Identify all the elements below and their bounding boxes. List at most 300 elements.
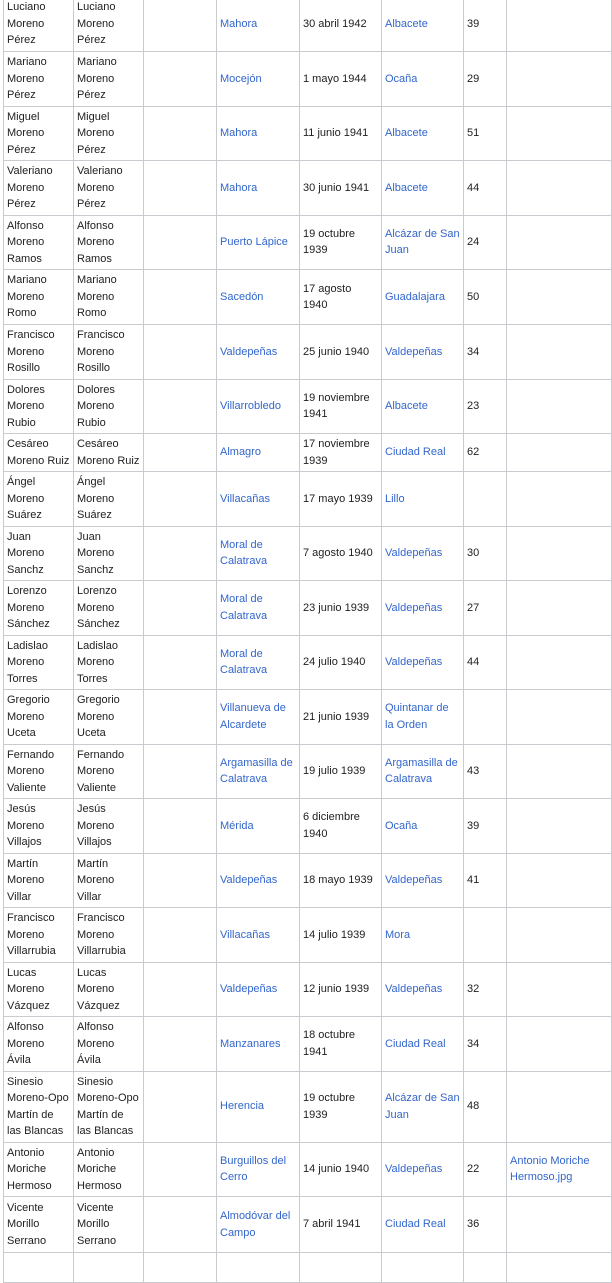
cell-date xyxy=(300,434,382,472)
table-row xyxy=(4,526,612,581)
cell-sort-name: Jesús Moreno Villajos xyxy=(77,803,115,848)
cell-age xyxy=(464,0,507,52)
cell-name xyxy=(4,799,74,854)
table-row xyxy=(4,472,612,527)
cell-town xyxy=(217,690,300,745)
cell-sort-name xyxy=(74,799,144,854)
cell-name xyxy=(4,270,74,325)
cell-town xyxy=(217,1142,300,1197)
cell-place xyxy=(382,635,464,690)
cell-empty xyxy=(144,853,217,908)
cell-town-link[interactable]: Manzanares xyxy=(220,1037,281,1050)
cell-date: 17 mayo 1939 xyxy=(303,492,373,505)
cell-age: 30 xyxy=(467,547,480,559)
cell-place xyxy=(382,1017,464,1072)
table-row xyxy=(4,52,612,107)
cell-sort-name xyxy=(74,1197,144,1253)
table-row xyxy=(4,1017,612,1072)
cell-empty xyxy=(144,908,217,963)
cell-image-link[interactable]: Antonio Moriche Hermoso.jpg xyxy=(510,1154,590,1184)
cell-age: 44 xyxy=(467,181,480,194)
cell-sort-name: Martín Moreno Villar xyxy=(77,857,115,903)
cell-place xyxy=(382,215,464,270)
cell-sort-name: Juan Moreno Sanchz xyxy=(77,530,115,576)
cell-date: 17 noviembre 1939 xyxy=(303,438,370,467)
cell-town xyxy=(217,379,300,434)
cell-image xyxy=(507,799,612,854)
cell-age: 39 xyxy=(467,819,480,832)
cell-sort-name xyxy=(74,1017,144,1072)
table-row xyxy=(4,853,612,908)
cell-place-link[interactable]: Ciudad Real xyxy=(385,446,446,459)
cell-age: 36 xyxy=(467,1218,480,1231)
cell-place-link[interactable]: Albacete xyxy=(385,400,428,412)
cell-empty xyxy=(144,0,217,52)
cell-name xyxy=(4,0,74,52)
cell-sort-name: Sinesio Moreno-Opo Martín de las Blancas xyxy=(77,1075,139,1137)
cell-name: Francisco Moreno Rosillo xyxy=(7,329,55,374)
cell-sort-name: Lucas Moreno Vázquez xyxy=(77,966,120,1012)
cell-town-link[interactable]: Valdepeñas xyxy=(220,874,278,886)
table-row xyxy=(4,1197,612,1253)
cell-town xyxy=(217,52,300,107)
cell-age xyxy=(464,1197,507,1253)
cell-empty xyxy=(144,1017,217,1072)
table-row xyxy=(4,1253,612,1283)
cell-place-link[interactable]: Valdepeñas xyxy=(385,1163,443,1175)
cell-image xyxy=(507,161,612,216)
cell-town-link[interactable]: Burguillos del Cerro xyxy=(220,1154,287,1184)
cell-age: 43 xyxy=(467,765,480,777)
table-row xyxy=(4,799,612,854)
cell-name xyxy=(4,379,74,434)
cell-place-link[interactable]: Ciudad Real xyxy=(385,1037,446,1050)
cell-place-link[interactable]: Ciudad Real xyxy=(385,1218,446,1231)
cell-place xyxy=(382,690,464,745)
cell-sort-name: Antonio Moriche Hermoso xyxy=(77,1146,122,1192)
cell-town-link[interactable]: Villanueva de Alcardete xyxy=(220,702,286,731)
cell-empty xyxy=(144,215,217,270)
cell-place-link[interactable]: Valdepeñas xyxy=(385,874,443,886)
cell-image xyxy=(507,962,612,1017)
cell-place-link[interactable]: Alcázar de San Juan xyxy=(385,227,460,257)
cell-image xyxy=(507,325,612,380)
cell-town-link[interactable]: Moral de Calatrava xyxy=(220,593,268,622)
cell-empty xyxy=(144,799,217,854)
cell-town-link[interactable]: Mocejón xyxy=(220,72,262,85)
cell-place xyxy=(382,1071,464,1142)
cell-name xyxy=(4,215,74,270)
cell-empty xyxy=(144,1197,217,1253)
cell-town-link[interactable]: Valdepeñas xyxy=(220,345,278,358)
cell-date: 23 junio 1939 xyxy=(303,601,370,614)
cell-town-link[interactable]: Almodóvar del Campo xyxy=(220,1210,291,1239)
cell-sort-name xyxy=(74,106,144,161)
cell-date: 12 junio 1939 xyxy=(303,983,370,995)
cell-empty xyxy=(144,434,217,472)
cell-town-link[interactable]: Sacedón xyxy=(220,290,264,303)
cell-place xyxy=(382,52,464,107)
cell-sort-name xyxy=(74,434,144,472)
cell-image xyxy=(507,690,612,745)
cell-age xyxy=(464,581,507,636)
cell-date: 30 abril 1942 xyxy=(303,17,367,30)
cell-place xyxy=(382,1253,464,1283)
cell-date xyxy=(300,635,382,690)
cell-age xyxy=(464,744,507,799)
cell-date xyxy=(300,1017,382,1072)
table-row xyxy=(4,908,612,963)
cell-age: 62 xyxy=(467,446,480,459)
cell-image xyxy=(507,853,612,908)
cell-empty xyxy=(144,1253,217,1283)
cell-place xyxy=(382,908,464,963)
cell-date: 18 octubre 1941 xyxy=(303,1029,355,1058)
cell-name xyxy=(4,325,74,380)
cell-place-link[interactable]: Valdepeñas xyxy=(385,345,443,358)
cell-name xyxy=(4,581,74,636)
cell-town-link[interactable]: Valdepeñas xyxy=(220,983,278,995)
cell-place-link[interactable]: Albacete xyxy=(385,17,428,30)
cell-date: 24 julio 1940 xyxy=(303,656,366,668)
cell-date xyxy=(300,1197,382,1253)
cell-date: 1 mayo 1944 xyxy=(303,72,367,85)
cell-date xyxy=(300,379,382,434)
cell-name: Francisco Moreno Villarrubia xyxy=(7,912,56,957)
cell-date xyxy=(300,52,382,107)
cell-place xyxy=(382,472,464,527)
cell-sort-name: Lorenzo Moreno Sánchez xyxy=(77,585,120,630)
table-row xyxy=(4,581,612,636)
cell-sort-name xyxy=(74,744,144,799)
table-row xyxy=(4,962,612,1017)
cell-name: Mariano Moreno Pérez xyxy=(7,56,47,101)
cell-town xyxy=(217,1017,300,1072)
cell-sort-name xyxy=(74,1071,144,1142)
cell-name xyxy=(4,434,74,472)
cell-date xyxy=(300,799,382,854)
cell-sort-name: Ángel Moreno Suárez xyxy=(77,476,115,521)
cell-empty xyxy=(144,161,217,216)
cell-town-link[interactable]: Puerto Lápice xyxy=(220,236,288,248)
cell-image xyxy=(507,215,612,270)
cell-date: 14 junio 1940 xyxy=(303,1163,370,1175)
cell-town xyxy=(217,106,300,161)
cell-image xyxy=(507,526,612,581)
table-row xyxy=(4,1071,612,1142)
cell-date xyxy=(300,744,382,799)
victims-table xyxy=(3,0,612,1283)
cell-place-link[interactable]: Valdepeñas xyxy=(385,983,443,995)
cell-name xyxy=(4,744,74,799)
cell-age: 23 xyxy=(467,400,480,412)
cell-empty xyxy=(144,106,217,161)
cell-age: 34 xyxy=(467,345,480,358)
cell-town xyxy=(217,908,300,963)
cell-place xyxy=(382,799,464,854)
cell-sort-name xyxy=(74,690,144,745)
cell-sort-name: Mariano Moreno Romo xyxy=(77,274,117,320)
cell-age xyxy=(464,962,507,1017)
cell-town-link[interactable]: Argamasilla de Calatrava xyxy=(220,756,293,786)
cell-age: 24 xyxy=(467,236,480,248)
cell-town xyxy=(217,1197,300,1253)
cell-sort-name: Francisco Moreno Rosillo xyxy=(77,329,125,374)
cell-town-link[interactable]: Mahora xyxy=(220,127,258,139)
cell-image xyxy=(507,1253,612,1283)
cell-age: 50 xyxy=(467,290,480,303)
cell-town xyxy=(217,472,300,527)
cell-name: Vicente Morillo Serrano xyxy=(7,1201,47,1247)
cell-sort-name xyxy=(74,581,144,636)
cell-sort-name: Cesáreo Moreno Ruiz xyxy=(77,438,140,467)
cell-name: Miguel Moreno Pérez xyxy=(7,110,45,156)
cell-name: Cesáreo Moreno Ruiz xyxy=(7,438,70,467)
cell-age xyxy=(464,52,507,107)
table-row xyxy=(4,434,612,472)
cell-name: Martín Moreno Villar xyxy=(7,857,45,903)
cell-place-link[interactable]: Quintanar de la Orden xyxy=(385,702,449,731)
cell-date: 18 mayo 1939 xyxy=(303,874,373,886)
cell-age xyxy=(464,106,507,161)
cell-empty xyxy=(144,379,217,434)
cell-place xyxy=(382,581,464,636)
cell-place-link[interactable]: Albacete xyxy=(385,181,428,194)
cell-town-link[interactable]: Villarrobledo xyxy=(220,400,281,412)
cell-place-link[interactable]: Valdepeñas xyxy=(385,547,443,559)
cell-town-link[interactable]: Moral de Calatrava xyxy=(220,647,268,677)
cell-date: 19 noviembre 1941 xyxy=(303,391,370,421)
cell-place xyxy=(382,1142,464,1197)
cell-image xyxy=(507,0,612,52)
cell-date xyxy=(300,325,382,380)
cell-name xyxy=(4,908,74,963)
cell-empty xyxy=(144,581,217,636)
cell-name xyxy=(4,1071,74,1142)
cell-image xyxy=(507,52,612,107)
cell-place xyxy=(382,434,464,472)
cell-name: Luciano Moreno Pérez xyxy=(7,1,46,47)
cell-date: 6 diciembre 1940 xyxy=(303,811,360,840)
cell-age xyxy=(464,853,507,908)
cell-date: 17 agosto 1940 xyxy=(303,282,352,311)
cell-date xyxy=(300,1253,382,1283)
cell-name xyxy=(4,1253,74,1283)
cell-town xyxy=(217,526,300,581)
cell-town-link[interactable]: Almagro xyxy=(220,446,261,459)
cell-age: 32 xyxy=(467,983,480,995)
cell-place-link[interactable]: Ocaña xyxy=(385,72,418,85)
cell-sort-name xyxy=(74,472,144,527)
cell-age: 22 xyxy=(467,1163,480,1175)
cell-age xyxy=(464,215,507,270)
cell-image xyxy=(507,581,612,636)
cell-town-link[interactable]: Mahora xyxy=(220,181,258,194)
cell-age: 34 xyxy=(467,1037,480,1050)
cell-sort-name: Mariano Moreno Pérez xyxy=(77,56,117,101)
cell-age xyxy=(464,379,507,434)
cell-image xyxy=(507,1197,612,1253)
cell-age xyxy=(464,1017,507,1072)
cell-date: 21 junio 1939 xyxy=(303,710,370,723)
cell-sort-name xyxy=(74,379,144,434)
cell-place xyxy=(382,270,464,325)
cell-name: Dolores Moreno Rubio xyxy=(7,383,45,429)
cell-date xyxy=(300,690,382,745)
cell-town-link[interactable]: Mérida xyxy=(220,819,254,832)
cell-empty xyxy=(144,270,217,325)
cell-date xyxy=(300,270,382,325)
cell-sort-name: Alfonso Moreno Ramos xyxy=(77,219,115,265)
cell-date: 30 junio 1941 xyxy=(303,181,370,194)
cell-town xyxy=(217,161,300,216)
cell-town-link[interactable]: Villacañas xyxy=(220,492,270,505)
cell-name xyxy=(4,106,74,161)
cell-town-link[interactable]: Mahora xyxy=(220,17,258,30)
cell-name: Mariano Moreno Romo xyxy=(7,274,47,320)
cell-name: Valeriano Moreno Pérez xyxy=(7,165,53,210)
cell-sort-name xyxy=(74,52,144,107)
cell-place xyxy=(382,526,464,581)
cell-place-link[interactable]: Guadalajara xyxy=(385,290,445,303)
cell-name: Jesús Moreno Villajos xyxy=(7,803,45,848)
cell-place xyxy=(382,0,464,52)
cell-sort-name: Valeriano Moreno Pérez xyxy=(77,165,123,210)
cell-date xyxy=(300,106,382,161)
cell-date xyxy=(300,853,382,908)
cell-name xyxy=(4,52,74,107)
cell-place-link[interactable]: Lillo xyxy=(385,492,405,505)
cell-sort-name xyxy=(74,526,144,581)
table-row xyxy=(4,0,612,52)
cell-place-link[interactable]: Valdepeñas xyxy=(385,601,443,614)
cell-name xyxy=(4,1017,74,1072)
cell-age xyxy=(464,1142,507,1197)
cell-place xyxy=(382,853,464,908)
cell-sort-name: Ladislao Moreno Torres xyxy=(77,639,118,685)
cell-name xyxy=(4,472,74,527)
cell-sort-name xyxy=(74,908,144,963)
table-row xyxy=(4,325,612,380)
cell-name: Fernando Moreno Valiente xyxy=(7,748,55,794)
cell-sort-name: Gregorio Moreno Uceta xyxy=(77,694,120,739)
cell-empty xyxy=(144,962,217,1017)
cell-sort-name xyxy=(74,215,144,270)
cell-age: 27 xyxy=(467,601,480,614)
cell-name: Alfonso Moreno Ramos xyxy=(7,219,45,265)
cell-town-link[interactable]: Herencia xyxy=(220,1100,265,1113)
cell-image xyxy=(507,379,612,434)
table-row xyxy=(4,690,612,745)
cell-name: Antonio Moriche Hermoso xyxy=(7,1146,52,1192)
cell-place xyxy=(382,161,464,216)
cell-place xyxy=(382,379,464,434)
cell-sort-name: Dolores Moreno Rubio xyxy=(77,383,115,429)
cell-image xyxy=(507,635,612,690)
cell-sort-name xyxy=(74,635,144,690)
cell-age: 51 xyxy=(467,127,480,139)
cell-place-link[interactable]: Argamasilla de Calatrava xyxy=(385,756,458,786)
cell-date xyxy=(300,1071,382,1142)
table-row xyxy=(4,215,612,270)
cell-place-link[interactable]: Albacete xyxy=(385,127,428,139)
cell-sort-name xyxy=(74,325,144,380)
cell-name xyxy=(4,526,74,581)
cell-age xyxy=(464,325,507,380)
cell-date: 14 julio 1939 xyxy=(303,928,366,941)
cell-town xyxy=(217,1253,300,1283)
cell-place-link[interactable]: Mora xyxy=(385,928,411,941)
cell-town xyxy=(217,0,300,52)
cell-name: Ángel Moreno Suárez xyxy=(7,476,45,521)
cell-date xyxy=(300,215,382,270)
cell-age xyxy=(464,1071,507,1142)
cell-name xyxy=(4,690,74,745)
table-row xyxy=(4,635,612,690)
cell-place-link[interactable]: Ocaña xyxy=(385,819,418,832)
table-row xyxy=(4,161,612,216)
cell-empty xyxy=(144,1071,217,1142)
cell-town xyxy=(217,962,300,1017)
cell-date xyxy=(300,908,382,963)
cell-sort-name xyxy=(74,853,144,908)
cell-town-link[interactable]: Villacañas xyxy=(220,928,270,941)
cell-sort-name: Vicente Morillo Serrano xyxy=(77,1201,117,1247)
cell-empty xyxy=(144,744,217,799)
cell-place-link[interactable]: Valdepeñas xyxy=(385,656,443,668)
cell-sort-name: Miguel Moreno Pérez xyxy=(77,110,115,156)
cell-date: 7 agosto 1940 xyxy=(303,547,373,559)
cell-image xyxy=(507,1017,612,1072)
cell-town xyxy=(217,434,300,472)
cell-sort-name: Alfonso Moreno Ávila xyxy=(77,1021,115,1066)
cell-town-link[interactable]: Moral de Calatrava xyxy=(220,538,268,568)
cell-name xyxy=(4,635,74,690)
cell-empty xyxy=(144,472,217,527)
table-row xyxy=(4,744,612,799)
cell-date xyxy=(300,581,382,636)
cell-image xyxy=(507,1142,612,1197)
cell-age xyxy=(464,1253,507,1283)
cell-town xyxy=(217,799,300,854)
cell-town xyxy=(217,1071,300,1142)
cell-empty xyxy=(144,690,217,745)
cell-sort-name xyxy=(74,1253,144,1283)
cell-name: Alfonso Moreno Ávila xyxy=(7,1021,45,1066)
cell-date: 19 octubre 1939 xyxy=(303,1092,355,1121)
cell-town xyxy=(217,325,300,380)
cell-place-link[interactable]: Alcázar de San Juan xyxy=(385,1092,460,1121)
cell-place xyxy=(382,325,464,380)
cell-town xyxy=(217,270,300,325)
cell-age xyxy=(464,908,507,963)
cell-image xyxy=(507,106,612,161)
cell-image xyxy=(507,472,612,527)
table-row xyxy=(4,1142,612,1197)
table-body xyxy=(4,0,612,1283)
cell-sort-name xyxy=(74,161,144,216)
cell-age xyxy=(464,434,507,472)
cell-place xyxy=(382,1197,464,1253)
cell-age: 41 xyxy=(467,874,480,886)
cell-age xyxy=(464,270,507,325)
cell-image xyxy=(507,270,612,325)
cell-sort-name: Francisco Moreno Villarrubia xyxy=(77,912,126,957)
cell-date xyxy=(300,161,382,216)
cell-age xyxy=(464,799,507,854)
cell-date xyxy=(300,0,382,52)
cell-image xyxy=(507,1071,612,1142)
